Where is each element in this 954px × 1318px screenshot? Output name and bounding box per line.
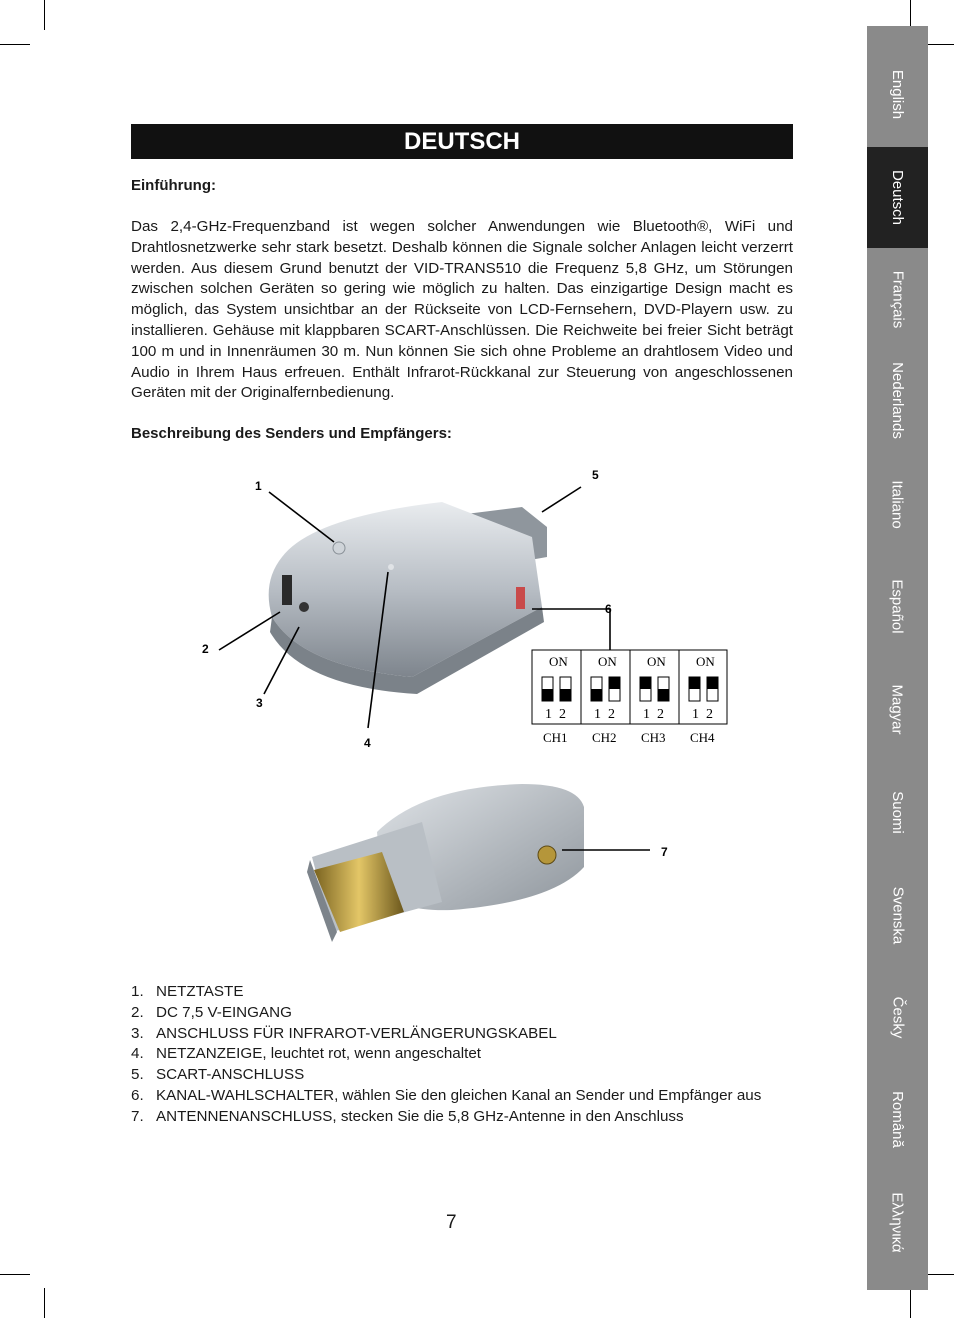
crop-mark [0, 1274, 30, 1275]
tab-label: Magyar [889, 684, 906, 735]
switch-pins-label: 1 2 [594, 707, 615, 722]
crop-mark [924, 44, 954, 45]
switch-on-label: ON [647, 654, 666, 669]
list-item [131, 1107, 793, 1128]
tab-label: Italiano [889, 480, 906, 529]
crop-mark [44, 1288, 45, 1318]
list-number: 2. [131, 1003, 144, 1021]
switch-on-label: ON [598, 654, 617, 669]
description-heading: Beschreibung des Senders und Empfängers: [131, 425, 452, 442]
list-number: 6. [131, 1086, 144, 1104]
crop-mark [44, 0, 45, 30]
tab-label: Suomi [889, 791, 906, 834]
list-number: 1. [131, 983, 144, 1000]
tab-deutsch[interactable] [867, 147, 928, 248]
tab-espanol[interactable] [867, 556, 928, 657]
list-text: DC 7,5 V-EINGANG [156, 1003, 292, 1021]
list-text: NETZANZEIGE, leuchtet rot, wenn angeschaltet [156, 1045, 481, 1063]
channel-switch-table [532, 650, 727, 745]
tab-suomi[interactable] [867, 762, 928, 863]
tab-label: Česky [889, 996, 906, 1039]
tab-label: Ελληνικά [888, 1192, 906, 1253]
crop-mark [910, 1288, 911, 1318]
list-item [131, 1065, 793, 1086]
tab-english[interactable] [867, 44, 928, 145]
tab-magyar[interactable] [867, 659, 928, 760]
product-figure [192, 462, 732, 962]
callout-line-5 [542, 487, 581, 512]
tab-svenska[interactable] [867, 865, 928, 966]
tab-label: Deutsch [889, 169, 906, 226]
list-item [131, 982, 793, 1003]
callout-number: 5 [592, 468, 599, 482]
channel-label: CH3 [641, 730, 666, 745]
tab-label: Română [888, 1091, 906, 1148]
tab-romana[interactable] [867, 1069, 928, 1170]
callout-line-1 [269, 492, 334, 542]
callout-number: 6 [605, 602, 612, 616]
list-item [131, 1024, 793, 1045]
tab-label: Español [889, 579, 906, 634]
list-text: ANTENNENANSCHLUSS, stecken Sie die 5,8 GHz-Antenne in den Anschluss [156, 1107, 684, 1125]
switch-on-label: ON [549, 654, 568, 669]
channel-label: CH1 [543, 730, 568, 745]
list-item [131, 1044, 793, 1065]
tab-nederlands[interactable] [867, 350, 928, 451]
intro-heading: Einführung: [131, 177, 216, 194]
channel-label: CH2 [592, 730, 617, 745]
page-number: 7 [446, 1212, 457, 1233]
transmitter-device [269, 502, 547, 694]
crop-mark [924, 1274, 954, 1275]
list-text: SCART-ANSCHLUSS [156, 1066, 305, 1084]
section-title-banner: DEUTSCH [131, 124, 793, 159]
switch-on-label: ON [696, 654, 715, 669]
switch-pins-label: 1 2 [692, 707, 713, 722]
list-text: ANSCHLUSS FÜR INFRAROT-VERLÄNGERUNGSKABEL [156, 1024, 557, 1042]
list-text: KANAL-WAHLSCHALTER, wählen Sie den gleichen Kanal an Sender und Empfänger aus [156, 1086, 762, 1104]
list-number: 3. [131, 1024, 144, 1042]
tab-cesky[interactable] [867, 967, 928, 1068]
list-number: 7. [131, 1107, 144, 1125]
list-number: 4. [131, 1045, 144, 1063]
list-item [131, 1003, 793, 1024]
parts-list [131, 982, 793, 1128]
tab-label: Svenska [888, 886, 906, 945]
crop-mark [0, 44, 30, 45]
tab-ellinika[interactable] [867, 1172, 928, 1273]
switch-pins-label: 1 2 [545, 707, 566, 722]
tab-label: Français [889, 270, 906, 329]
callout-number: 2 [202, 642, 209, 656]
intro-paragraph: Das 2,4-GHz-Frequenzband ist wegen solcher Anwendungen wie Bluetooth®, WiFi und Drahtlosnetzwerke sehr stark besetzt. Deshalb können die Signale solcher Anlagen leicht verzerrt werden. Aus diesem Grund benutzt der VID-TRANS510 die Frequenz 5,8 GHz, um Störungen zwischen solchen Geräten so gering wie möglich zu halten. Das einzigartige Design macht es möglich, das System unsichtbar an der Rückseite von LCD-Fernsehern, DVD-Playern usw. zu installieren. Gehäuse mit klappbaren SCART-Anschlüssen. Die Reichweite bei freier Sicht beträgt 100 m und in Innenräumen 30 m. Nun können Sie sich ohne Probleme an drahtlosem Video und Audio in Ihrem Haus erfreuen. Enthält Infrarot-Rückkanal zur Steuerung von angeschlossenen Geräten mit der Originalfernbedienung. [131, 218, 793, 402]
list-number: 5. [131, 1066, 144, 1084]
tab-italiano[interactable] [867, 454, 928, 555]
switch-pins-label: 1 2 [643, 707, 664, 722]
list-text: NETZTASTE [156, 983, 244, 1000]
callout-number: 3 [256, 696, 263, 710]
callout-number: 4 [364, 736, 371, 750]
callout-number: 7 [661, 845, 668, 859]
tab-label: Nederlands [889, 362, 906, 439]
receiver-device [307, 784, 584, 942]
tab-francais[interactable] [867, 249, 928, 350]
language-sidebar [867, 26, 928, 1290]
list-item [131, 1086, 793, 1107]
channel-label: CH4 [690, 730, 715, 745]
callout-number: 1 [255, 479, 262, 493]
tab-label: English [888, 69, 906, 120]
